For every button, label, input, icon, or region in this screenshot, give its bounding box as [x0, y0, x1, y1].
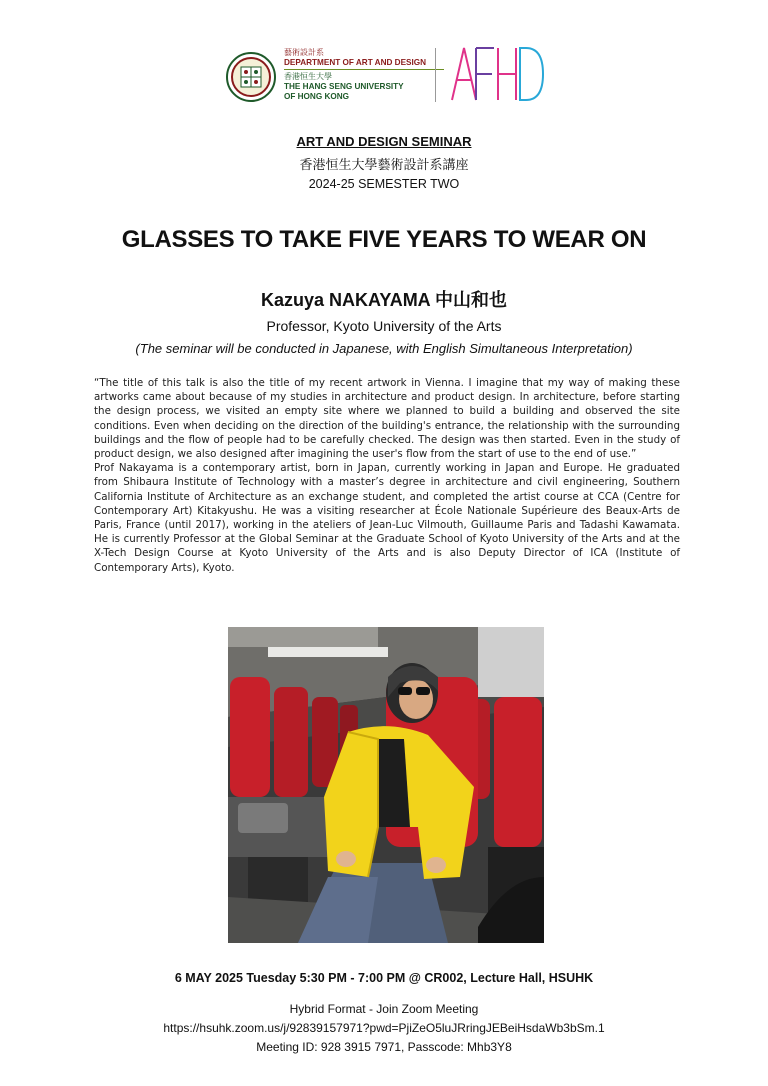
event-datetime-location: 6 MAY 2025 Tuesday 5:30 PM - 7:00 PM @ CR002, Lecture Hall, HSUHK: [174, 971, 594, 985]
talk-abstract-quote: “The title of this talk is also the title of my recent artwork in Vienna. I imagine that my way of making these artworks came about because of my studies in architecture and product design. In architecture, before starting the design process, we visited an empty site where we planned to build a building and observed the site conditions. Even when deciding on the direction of the building's entrance, the relationship with the surrounding buildings and the flow of people had to be carefully checked. The design was then started. Even in the study of product design, we also designed after imagining the user's flow from the start of use to the end of use.”: [94, 377, 680, 461]
event-format: Hybrid Format - Join Zoom Meeting: [289, 1002, 479, 1016]
speaker-role: Professor, Kyoto University of the Arts: [266, 318, 502, 334]
speaker-bio: Prof Nakayama is a contemporary artist, born in Japan, currently working in Japan and Europe. He graduated from Shibaura Institute of Technology with a master’s degree in architecture and civil engineering, Southern California Institute of Architecture as an exchange student, and completed the artist course at CCA (Centre for Contemporary Art) Kitakyushu. He was a visiting researcher at École Nationale Supérieure des Beaux-Arts de Paris, France (until 2017), working in the ateliers of Jean-Luc Vilmouth, Guillaume Paris and Tadashi Kawamata. He is currently Professor at the Global Seminar at the Graduate School of Kyoto University of the Arts and at the X-Tech Design Course at Kyoto University of the Arts and is also Deputy Director of ICA (Institute of Contemporary Arts), Kyoto.: [94, 462, 680, 574]
dept-name-en: DEPARTMENT OF ART AND DESIGN: [284, 58, 427, 67]
university-seal-logo: [226, 52, 276, 102]
ad-monogram-logo: [446, 44, 546, 104]
wordmark-divider: [284, 69, 444, 70]
language-note: (The seminar will be conducted in Japanese, with English Simultaneous Interpretation): [135, 341, 633, 356]
talk-title: GLASSES TO TAKE FIVE YEARS TO WEAR ON: [121, 226, 647, 253]
dept-name-zh: 藝術設計系: [284, 48, 324, 57]
university-name-en-line2: OF HONG KONG: [284, 92, 350, 101]
speaker-photo: [228, 627, 544, 943]
seminar-series-title-zh: 香港恒生大學藝術設計系講座: [299, 158, 469, 173]
zoom-link[interactable]: https://hsuhk.zoom.us/j/92839157971?pwd=PjiZeO5luJRringJEBeiHsdaWb3bSm.1: [163, 1021, 605, 1035]
abstract-text: [94, 376, 680, 575]
semester-label: 2024-25 SEMESTER TWO: [308, 177, 460, 191]
meeting-credentials: Meeting ID: 928 3915 7971, Passcode: Mhb3Y8: [256, 1040, 512, 1054]
logo-divider: [435, 48, 436, 102]
speaker-name: Kazuya NAKAYAMA 中山和也: [260, 290, 508, 310]
seminar-series-title: ART AND DESIGN SEMINAR: [296, 134, 472, 149]
header-logos: [222, 42, 552, 108]
university-name-zh: 香港恒生大學: [284, 72, 332, 81]
university-name-en-line1: THE HANG SENG UNIVERSITY: [284, 82, 404, 91]
speaker-photo-illustration: [228, 627, 544, 943]
